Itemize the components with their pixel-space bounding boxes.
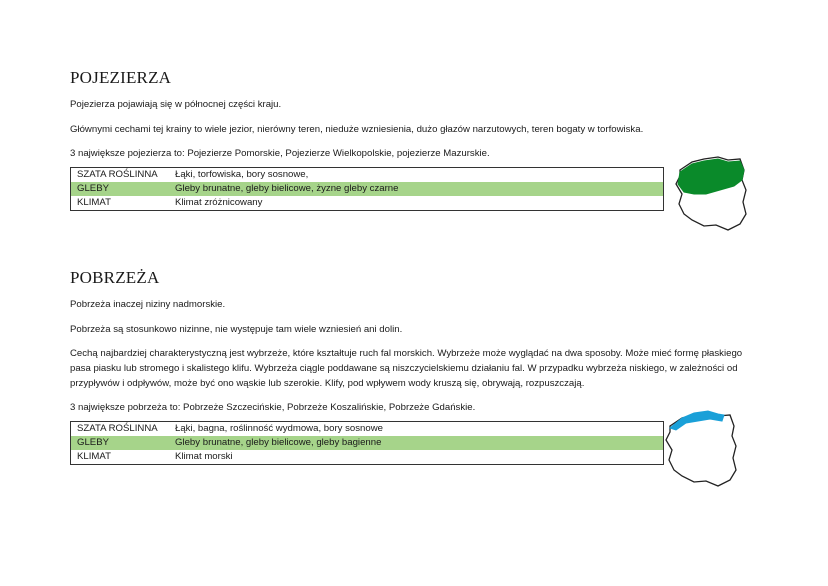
row-key: KLIMAT xyxy=(77,197,111,208)
info-table xyxy=(70,421,664,465)
paragraph-coast-line-3: przypływów i odpływów, może być ono wąskie lub szerokie. Klify, pod wpływem wody kruszą się, obrywają, rozpuszczają. xyxy=(70,378,585,389)
row-value: Klimat morski xyxy=(175,451,233,462)
table-row xyxy=(71,436,664,450)
row-key: SZATA ROŚLINNA xyxy=(77,169,158,180)
paragraph-features: Głównymi cechami tej krainy to wiele jezior, nierówny teren, nieduże wzniesienia, dużo głazów narzutowych, teren bogaty w torfowiska. xyxy=(70,124,644,135)
poland-map-coast-icon xyxy=(660,408,740,488)
info-table xyxy=(70,167,664,211)
row-key: SZATA ROŚLINNA xyxy=(77,423,158,434)
row-key: KLIMAT xyxy=(77,451,111,462)
table-row xyxy=(71,196,664,211)
section-title: POJEZIERZA xyxy=(70,68,172,87)
section-title: POBRZEŻA xyxy=(70,268,160,287)
row-value: Gleby brunatne, gleby bielicowe, żyzne gleby czarne xyxy=(169,182,664,196)
table-row xyxy=(71,182,664,196)
paragraph-terrain: Pobrzeża są stosunkowo nizinne, nie występuje tam wiele wzniesień ani dolin. xyxy=(70,324,403,335)
paragraph-largest: 3 największe pojezierza to: Pojezierze Pomorskie, Pojezierze Wielkopolskie, pojezierze Mazurskie. xyxy=(70,148,490,159)
row-key: GLEBY xyxy=(71,182,170,196)
section-pojezierza xyxy=(70,68,670,208)
table-row xyxy=(71,168,664,183)
paragraph-intro: Pobrzeża inaczej niziny nadmorskie. xyxy=(70,299,226,310)
row-key: GLEBY xyxy=(71,436,170,450)
table-row xyxy=(71,422,664,437)
row-value: Klimat zróżnicowany xyxy=(175,197,263,208)
poland-map-lakes-icon xyxy=(670,152,750,232)
table-row xyxy=(71,450,664,465)
section-pobrzeza xyxy=(70,268,743,462)
paragraph-coast-line-1: Cechą najbardziej charakterystyczną jest wybrzeże, które kształtuje ruch fal morskich. Wybrzeże może wyglądać na dwa sposoby. Może mieć formę płaskiego xyxy=(70,348,743,359)
row-value: Gleby brunatne, gleby bielicowe, gleby bagienne xyxy=(169,436,664,450)
paragraph-largest: 3 największe pobrzeża to: Pobrzeże Szczecińskie, Pobrzeże Koszalińskie, Pobrzeże Gdańskie. xyxy=(70,402,476,413)
row-value: Łąki, bagna, roślinność wydmowa, bory sosnowe xyxy=(175,423,383,434)
paragraph-intro: Pojezierza pojawiają się w północnej części kraju. xyxy=(70,99,282,110)
paragraph-coast-line-2: pasa piasku lub stromego i skalistego klifu. Wybrzeża ciągle poddawane są niszczycielskiemu działaniu fal. W przypadku wybrzeża niskiego, w zależności od xyxy=(70,363,738,374)
row-value: Łąki, torfowiska, bory sosnowe, xyxy=(175,169,309,180)
